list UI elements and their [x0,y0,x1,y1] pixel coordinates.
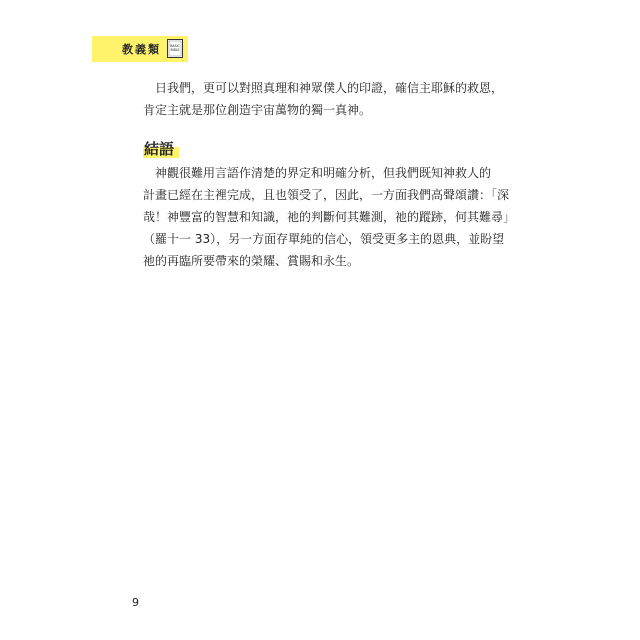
category-label: 教義類 [122,43,161,56]
page-number: 9 [132,596,139,609]
category-tab [92,36,188,62]
paragraph-2-line: 哉！神豐富的智慧和知識，祂的判斷何其難測，祂的蹤跡，何其難尋」 [143,210,516,224]
book-icon [167,39,183,58]
paragraph-2-line: 計畫已經在主裡完成，且也領受了，因此，一方面我們高聲頌讚：「深 [143,188,510,202]
section-heading-text: 結語 [144,140,175,158]
paragraph-1 [143,77,503,121]
paragraph-1-line: 肯定主就是那位創造宇宙萬物的獨一真神。 [143,103,372,117]
paragraph-1-line: 日我們，更可以對照真理和神眾僕人的印證，確信主耶穌的救恩， [155,81,504,95]
book-icon-text-top: BASIC [170,44,180,48]
section-heading [143,138,179,158]
paragraph-2-line: 祂的再臨所要帶來的榮耀、賞賜和永生。 [143,254,360,268]
paragraph-2-line: （羅十一 33），另一方面存單純的信心，領受更多主的恩典，並盼望 [143,232,505,246]
book-icon-text-bottom: BIBLE [170,48,180,52]
paragraph-2-line: 神觀很難用言語作清楚的界定和明確分析，但我們既知神救人的 [155,166,492,180]
paragraph-2 [143,162,516,272]
